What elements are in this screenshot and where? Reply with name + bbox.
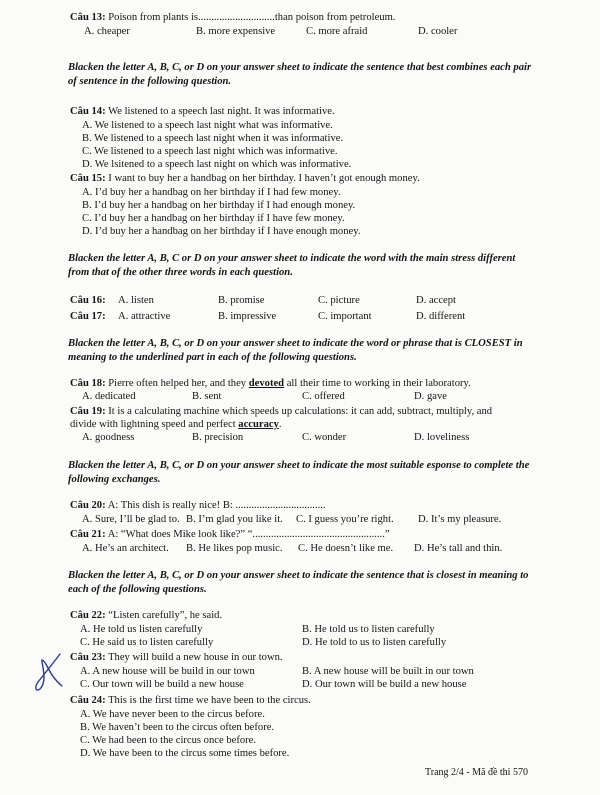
question-stem: It is a calculating machine which speeds up calculations: it can add, subtract, multiply, and (108, 406, 493, 417)
question-label: Câu 14: (70, 106, 106, 117)
question-label: Câu 13: (70, 12, 106, 23)
question-label: Câu 24: (70, 695, 106, 706)
option-b: B. We listened to a speech last night when it was informative. (82, 133, 344, 144)
option-d: D. He’s tall and thin. (414, 543, 503, 554)
question-16-label (70, 295, 106, 308)
option-a: A. I’d buy her a handbag on her birthday if I had few money. (82, 187, 341, 198)
option-b: B. sent (192, 391, 222, 402)
option-d: D. I’d buy her a handbag on her birthday if I have enough money. (82, 226, 361, 237)
question-label: Câu 16: (70, 295, 106, 306)
option-c: C. He said us to listen carefully (80, 637, 214, 648)
question-14 (70, 106, 335, 119)
question-stem: Pierre often helped her, and they (108, 378, 249, 389)
option-d: D. Our town will be build a new house (302, 679, 467, 690)
option-a: A. He told us listen carefully (80, 624, 203, 635)
option-b: B. I’d buy her a handbag on her birthday if I had enough money. (82, 200, 356, 211)
option-d: D. We lsitened to a speech last night on which was informative. (82, 159, 352, 170)
question-stem: We listened to a speech last night. It was informative. (108, 106, 335, 117)
option-a: A. We have never been to the circus before. (80, 709, 265, 720)
underlined-word: devoted (248, 378, 285, 389)
option-c: C. wonder (302, 432, 347, 443)
question-stem: Poison from plants is.............................than poison from petroleum. (108, 12, 396, 23)
option-c: C. picture (318, 295, 360, 306)
question-stem: “Listen carefully”, he said. (108, 610, 223, 621)
option-c: C. He doesn’t like me. (298, 543, 394, 554)
question-stem: A: “What does Mike look like?” “..................................................” (107, 529, 390, 540)
instruction-rewrite: Blacken the letter A, B, C, or D on your answer sheet to indicate the sentence that is closest in meaning to each of the following questions. (68, 570, 529, 595)
option-d: D. cooler (418, 26, 458, 37)
option-d: D. different (416, 311, 466, 322)
question-label: Câu 18: (70, 378, 106, 389)
option-a: A. A new house will be build in our town (80, 666, 255, 677)
question-stem: This is the first time we have been to the circus. (108, 695, 311, 706)
question-13 (70, 12, 395, 25)
option-c: C. I’d buy her a handbag on her birthday if I have few money. (82, 213, 345, 224)
question-stem: I want to buy her a handbag on her birthday. I haven’t got enough money. (108, 173, 420, 184)
question-label: Câu 19: (70, 406, 106, 417)
option-b: B. more expensive (196, 26, 276, 37)
option-c: C. I guess you’re right. (296, 514, 394, 525)
question-stem: divide with lightning speed and perfect (70, 419, 239, 430)
option-c: C. important (318, 311, 372, 322)
question-19 (70, 406, 492, 419)
question-stem-rest: all their time to working in their laboratory. (284, 378, 471, 389)
option-b: B. A new house will be built in our town (302, 666, 474, 677)
option-d: D. accept (416, 295, 456, 306)
option-b: B. He told us to listen carefully (302, 624, 435, 635)
option-d: D. It’s my pleasure. (418, 514, 502, 525)
question-18 (70, 378, 471, 391)
option-b: B. We haven’t been to the circus often before. (80, 722, 275, 733)
question-label: Câu 22: (70, 610, 106, 621)
option-c: C. We listened to a speech last night which was informative. (82, 146, 338, 157)
option-c: C. offered (302, 391, 345, 402)
option-a: A. He’s an architect. (82, 543, 169, 554)
underlined-word: accuracy (238, 419, 279, 430)
option-b: B. precision (192, 432, 244, 443)
question-stem: They will build a new house in our town. (108, 652, 283, 663)
question-20 (70, 500, 326, 513)
question-24 (70, 695, 311, 708)
option-d: D. We have been to the circus some times before. (80, 748, 290, 759)
option-c: C. Our town will be build a new house (80, 679, 244, 690)
instruction-exchanges: Blacken the letter A, B, C, or D on your answer sheet to indicate the most suitable esponse to complete the following exchanges. (68, 460, 530, 485)
question-19-line2 (70, 419, 282, 432)
option-c: C. We had been to the circus once before. (80, 735, 257, 746)
option-a: A. We listened to a speech last night what was informative. (82, 120, 333, 131)
question-stem-rest: . (278, 419, 282, 430)
question-label: Câu 17: (70, 311, 106, 322)
question-15 (70, 173, 420, 186)
question-21 (70, 529, 390, 542)
option-d: D. loveliness (414, 432, 470, 443)
question-label: Câu 20: (70, 500, 106, 511)
instruction-closest: Blacken the letter A, B, C, or D on your answer sheet to indicate the word or phrase that is CLOSEST in meaning to the underlined part in each of the following questions. (68, 338, 523, 363)
option-a: A. Sure, I’ll be glad to. (82, 514, 180, 525)
question-label: Câu 23: (70, 652, 106, 663)
option-c: C. more afraid (306, 26, 368, 37)
question-17-label (70, 311, 106, 324)
instruction-combine: Blacken the letter A, B, C, or D on your answer sheet to indicate the sentence that best combines each pair of sentence in the following question. (68, 62, 532, 87)
option-a: A. attractive (118, 311, 171, 322)
question-22 (70, 610, 222, 623)
instruction-stress: Blacken the letter A, B, C or D on your answer sheet to indicate the word with the main stress different from that of the other three words in each question. (68, 253, 516, 278)
question-stem: A: This dish is really nice! B: .................................. (107, 500, 326, 511)
option-a: A. dedicated (82, 391, 136, 402)
option-b: B. I’m glad you like it. (186, 514, 283, 525)
option-d: D. gave (414, 391, 447, 402)
question-23 (70, 652, 283, 665)
option-d: D. He told to us to listen carefully (302, 637, 447, 648)
question-label: Câu 15: (70, 173, 106, 184)
option-b: B. He likes pop music. (186, 543, 283, 554)
option-a: A. cheaper (84, 26, 130, 37)
question-label: Câu 21: (70, 529, 106, 540)
handwritten-mark-icon (30, 652, 70, 694)
page-footer: Trang 2/4 - Mã đề thi 570 (425, 767, 528, 778)
option-a: A. listen (118, 295, 154, 306)
option-b: B. impressive (218, 311, 277, 322)
option-b: B. promise (218, 295, 265, 306)
option-a: A. goodness (82, 432, 135, 443)
